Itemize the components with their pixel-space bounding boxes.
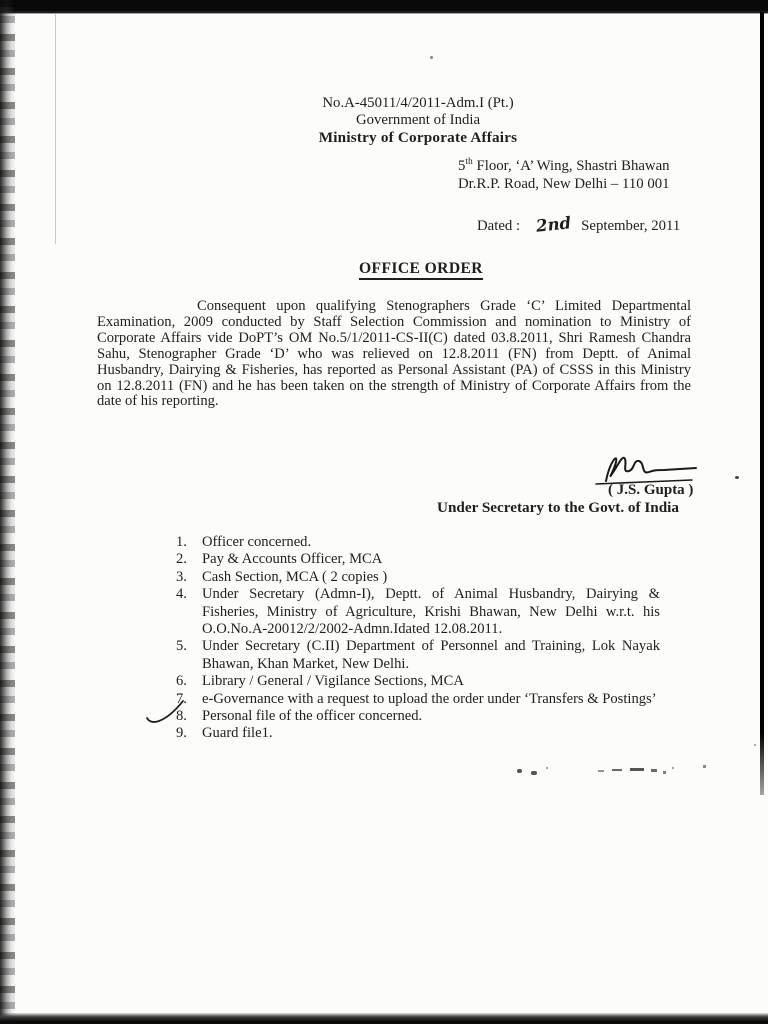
item-number: 3. (176, 568, 187, 585)
item-number: 1. (176, 534, 187, 550)
government-line: Government of India (355, 112, 481, 128)
list-item (176, 534, 660, 551)
order-body-paragraph: Consequent upon qualifying Stenographers Grade ‘C’ Limited Departmental Examination, 2009 conducted by Staff Selection Commission and nomination to Ministry of Corporate Affairs vide DoPT’s OM No.5/1/2011-CS-II(C) dated 03.8.2011, Shri Ramesh Chandra Sahu, Stenographer Grade ‘D’ who was relieved on 12.8.2011 (FN) from Deptt. of Animal Husbandry, Dairying & Fisheries, has reported as Personal Assistant (PA) of CSSS in this Ministry on 12.8.2011 (FN) and he has been taken on the strength of Ministry of Corporate Affairs from the date of his reporting. (97, 298, 691, 410)
pen-smudge (612, 769, 622, 771)
address-line-1-text: Floor, ‘A’ Wing, Shastri Bhawan (472, 158, 670, 174)
item-number: 4. (176, 586, 187, 603)
list-item (176, 708, 660, 725)
scan-bottom-edge-bar (0, 1013, 768, 1024)
floor-number: 5 (458, 158, 466, 174)
letterhead (66, 95, 768, 146)
list-item (176, 569, 660, 586)
date-line (477, 215, 680, 235)
item-number: 5. (176, 638, 187, 655)
address-line-2: Dr.R.P. Road, New Delhi – 110 001 (458, 175, 670, 192)
list-item (176, 725, 660, 742)
item-number: 8. (176, 708, 187, 725)
item-text: Library / General / Vigilance Sections, MCA (202, 673, 464, 690)
scan-speck (754, 744, 756, 746)
handwritten-tick-icon (145, 699, 185, 726)
list-item (176, 691, 660, 708)
pen-smudge (517, 769, 522, 773)
scan-speck (735, 476, 739, 479)
item-text: e-Governance with a request to upload the order under ‘Transfers & Postings’ (202, 690, 657, 707)
scan-speck (430, 56, 433, 59)
item-number: 6. (176, 673, 187, 690)
pen-smudge (598, 770, 604, 772)
list-item (176, 586, 660, 638)
signatory-name: ( J.S. Gupta ) (608, 482, 694, 498)
ministry-name: Ministry of Corporate Affairs (318, 129, 518, 146)
item-number: 2. (176, 551, 187, 568)
office-address (458, 158, 670, 193)
reference-number: No.A-45011/4/2011-Adm.I (Pt.) (322, 95, 514, 111)
item-text: Under Secretary (C.II) Department of Personnel and Training, Lok Nayak Bhawan, Khan Market, New Delhi. (202, 638, 660, 672)
pen-smudge (630, 768, 644, 771)
handwritten-date-day: 2nd (535, 213, 573, 236)
address-line-1 (458, 158, 670, 176)
list-item (176, 638, 660, 673)
date-label: Dated : (477, 218, 521, 234)
floor-ordinal-suffix: th (465, 157, 473, 168)
scan-left-edge-streak (0, 0, 15, 1024)
pen-smudge (651, 769, 657, 772)
item-text: Cash Section, MCA ( 2 copies ) (202, 568, 388, 585)
signatory-title: Under Secretary to the Govt. of India (437, 499, 679, 516)
item-number: 7. (176, 690, 187, 707)
pen-smudge (531, 771, 537, 775)
date-month-year: September, 2011 (581, 218, 681, 234)
pen-smudge (546, 767, 548, 769)
item-text: Officer concerned. (202, 534, 312, 550)
document-title (74, 260, 768, 278)
item-text: Pay & Accounts Officer, MCA (202, 551, 383, 568)
list-item (176, 673, 660, 690)
pen-smudge (703, 765, 706, 768)
pen-smudge (663, 771, 666, 774)
list-item (176, 551, 660, 568)
item-text: Under Secretary (Admn-I), Deptt. of Animal Husbandry, Dairying & Fisheries, Ministry of Agriculture, Krishi Bhawan, New Delhi w.r.t. his O.O.No.A-20012/2/2002-Admn.Idated 12.08.2011. (202, 586, 660, 638)
item-text: Personal file of the officer concerned. (202, 708, 423, 725)
item-number: 9. (176, 725, 187, 742)
item-text: Guard file1. (202, 725, 273, 742)
scan-faint-fold-line (55, 14, 56, 244)
document-title-text: OFFICE ORDER (359, 260, 483, 280)
scan-top-edge-bar (0, 0, 768, 15)
distribution-list (176, 534, 660, 743)
pen-smudge (672, 767, 674, 769)
